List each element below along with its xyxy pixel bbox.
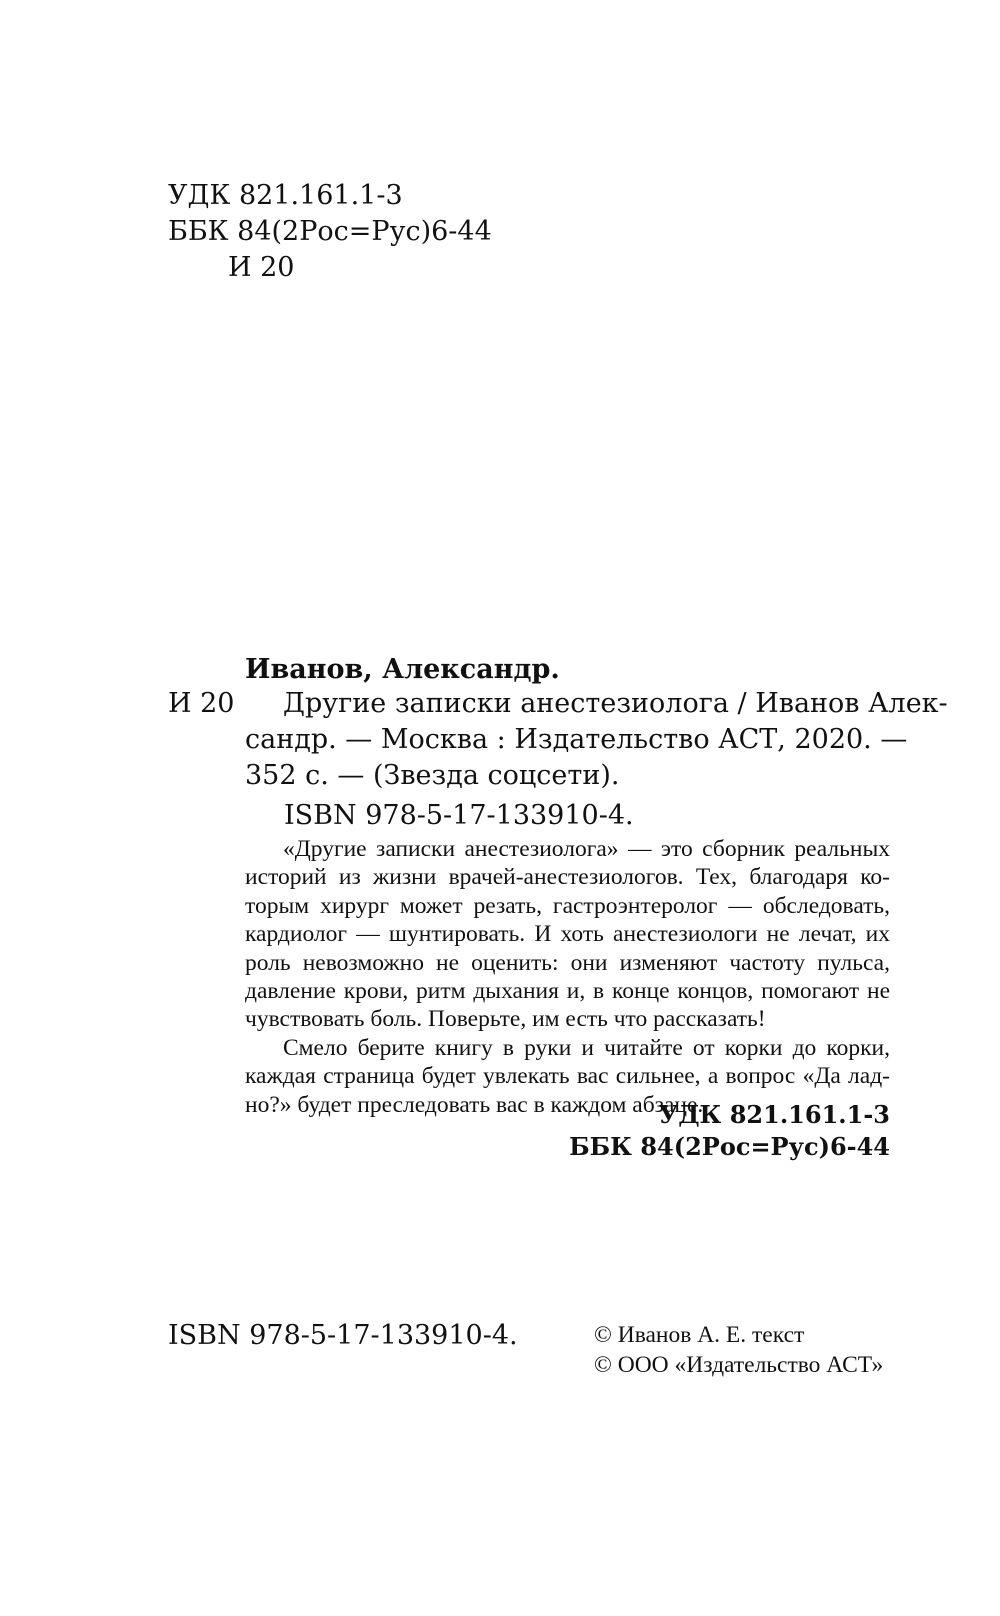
bib-line: 352 с. — (Звезда соцсети). (245, 760, 620, 791)
annotation (245, 835, 890, 1119)
bibliographic-description (245, 686, 948, 794)
copyright-publisher: © ООО «Издательство АСТ» (594, 1352, 884, 1378)
bib-line: сандр. — Москва : Издательство АСТ, 2020. — (245, 724, 908, 755)
annotation-line: «Другие записки анестезиолога» — это сборник реальных (283, 836, 890, 862)
card-author: Иванов, Александр. (245, 654, 560, 685)
card-isbn: ISBN 978-5-17-133910-4. (284, 800, 634, 831)
annotation-paragraph-1 (245, 835, 890, 1034)
annotation-line: роль невозможно не оценить: они изменяют частоту пульса, (245, 949, 890, 976)
copyright-author: © Иванов А. Е. текст (594, 1322, 805, 1348)
annotation-line: кардиолог — шунтировать. И хоть анестезиологи не лечат, их (245, 921, 890, 948)
annotation-line: торым хирург может резать, гастроэнтеролог — обследовать, (245, 892, 890, 919)
annotation-line: давление крови, ритм дыхания и, в конце концов, помогают не (245, 978, 890, 1005)
annotation-line: Смело берите книгу в руки и читайте от корки до корки, (283, 1034, 890, 1061)
annotation-line: чувствовать боль. Поверьте, им есть что рассказать! (245, 1006, 766, 1033)
card-udk: УДК 821.161.1-3 (658, 1100, 890, 1129)
header-author-code: И 20 (228, 252, 295, 283)
card-author-code: И 20 (168, 688, 235, 719)
header-udk: УДК 821.161.1-3 (168, 180, 403, 211)
bib-line: Другие записки анестезиолога / Иванов Алек- (283, 688, 948, 719)
card-bbk: ББК 84(2Рос=Рус)6-44 (569, 1132, 890, 1161)
header-bbk: ББК 84(2Рос=Рус)6-44 (168, 216, 492, 247)
annotation-line: каждая страница будет увлекать вас сильнее, а вопрос «Да лад- (245, 1063, 890, 1090)
footer-isbn: ISBN 978-5-17-133910-4. (168, 1320, 518, 1351)
annotation-line: историй из жизни врачей-анестезиологов. Тех, благодаря ко- (245, 864, 890, 891)
annotation-line: но?» будет преследовать вас в каждом абзаце. (245, 1091, 704, 1118)
